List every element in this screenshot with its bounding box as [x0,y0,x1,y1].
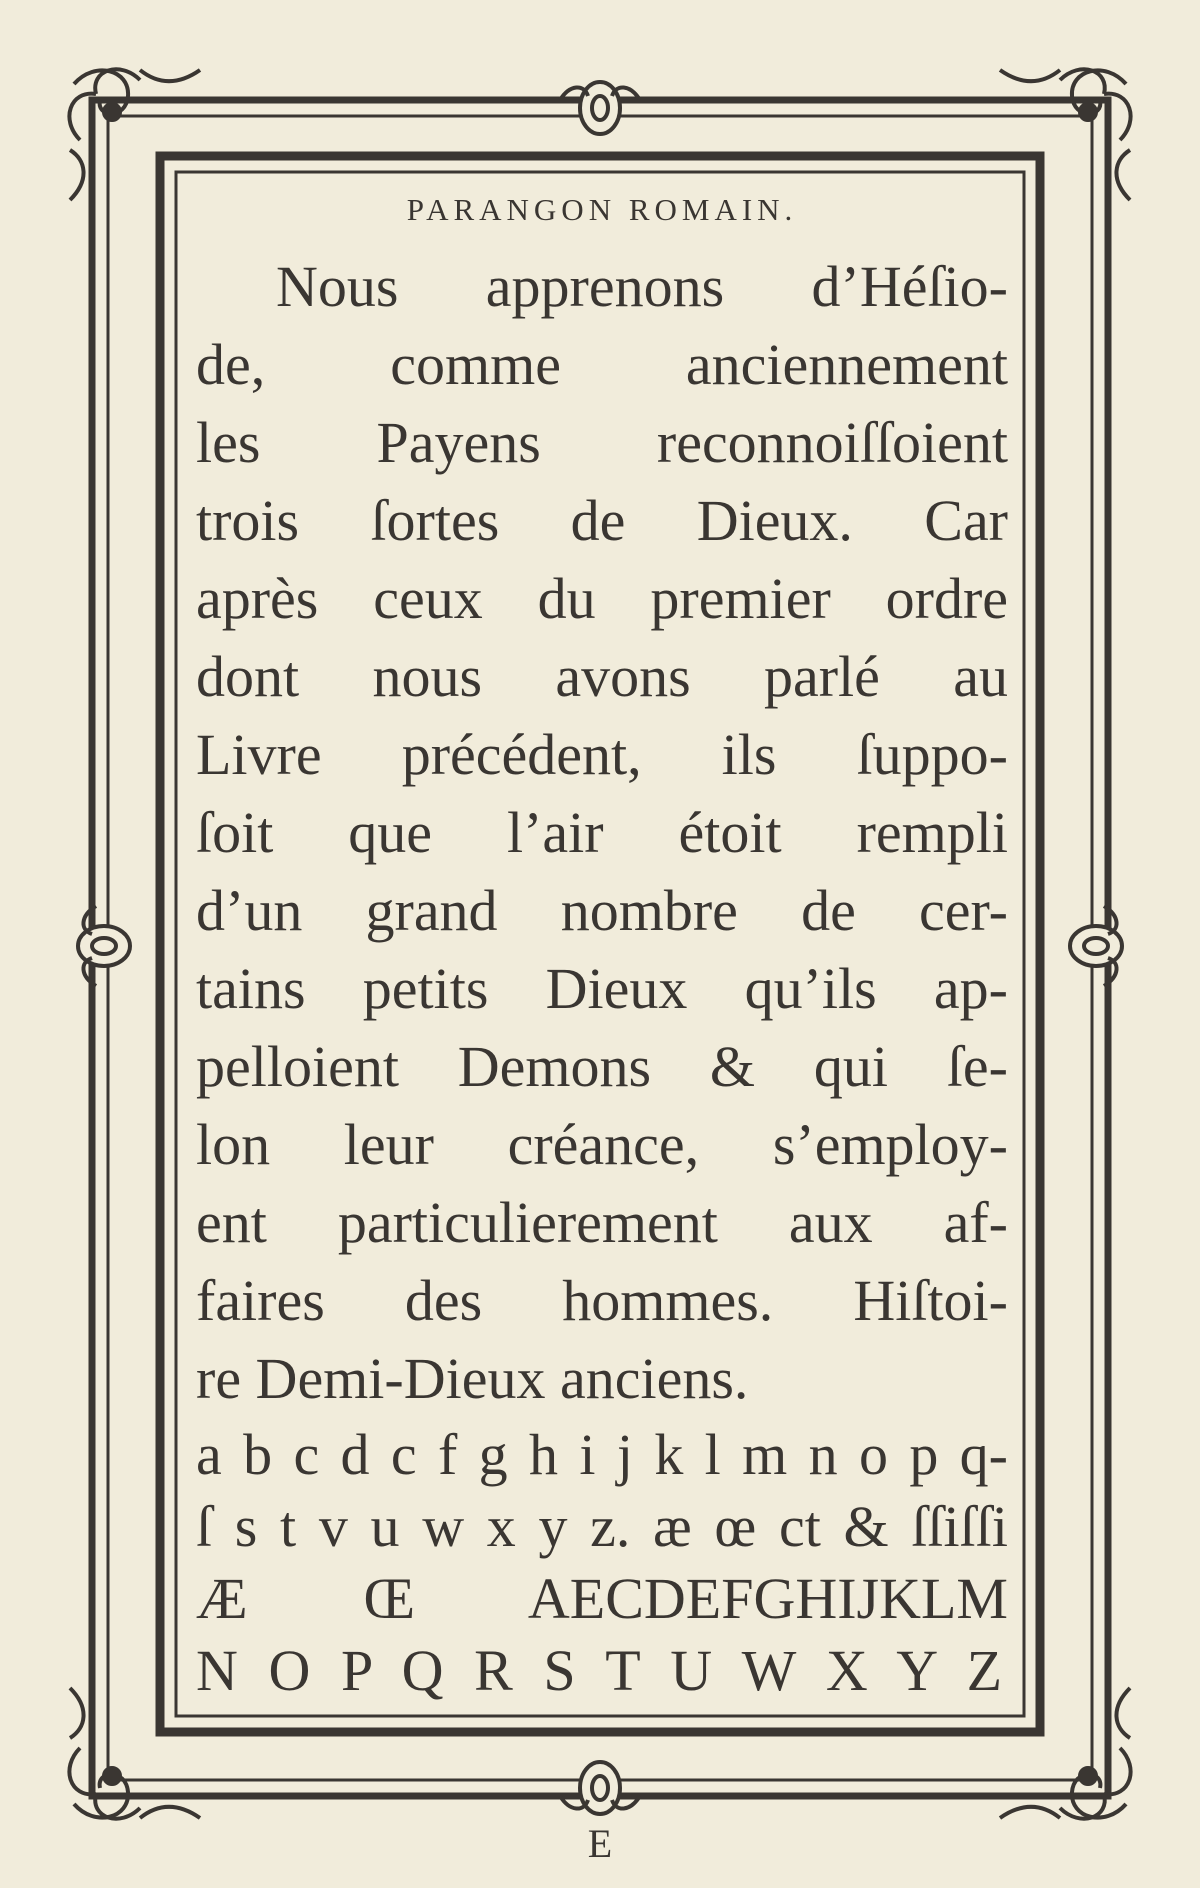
alphabet-line-lowercase: a b c d c f g h i j k l m n o p q- [196,1422,1008,1487]
cartouche-top [560,82,640,134]
text-line: Nous apprenons d’Héſio- [276,254,1008,319]
alphabet-line-capitals-1: Æ Œ AECDEFGHIJKLM [196,1566,1008,1631]
signature-mark: E [587,1821,613,1866]
text-line: après ceux du premier ordre [196,566,1008,631]
alphabet-line-ligatures: ſ s t v u w x y z. æ œ ct & ſſiſſi [196,1494,1008,1559]
text-line: dont nous avons parlé au [196,644,1008,709]
cartouche-left [78,906,130,986]
text-line: de, comme anciennement [196,332,1008,397]
text-line: ent particulierement aux af- [196,1190,1008,1255]
specimen-text-block [196,176,1008,1703]
text-line: les Payens reconnoiſſoient [196,410,1008,475]
text-line: Livre précédent, ils ſuppo- [196,722,1008,787]
text-line: re Demi-Dieux anciens. [196,1346,749,1411]
alphabet-line-capitals-2: N O P Q R S T U W X Y Z [196,1638,1008,1703]
text-line: trois ſortes de Dieux. Car [196,488,1008,553]
text-line: lon leur créance, s’employ- [196,1112,1008,1177]
text-line: tains petits Dieux qu’ils ap- [196,956,1008,1021]
text-line: d’un grand nombre de cer- [196,878,1008,943]
page-heading: PARANGON ROMAIN. [406,192,798,227]
text-line: pelloient Demons & qui ſe- [196,1034,1008,1099]
cartouche-right [1070,906,1122,986]
cartouche-bottom [560,1762,640,1814]
text-line: ſoit que l’air étoit rempli [196,800,1008,865]
text-line: faires des hommes. Hiſtoi- [196,1268,1008,1333]
